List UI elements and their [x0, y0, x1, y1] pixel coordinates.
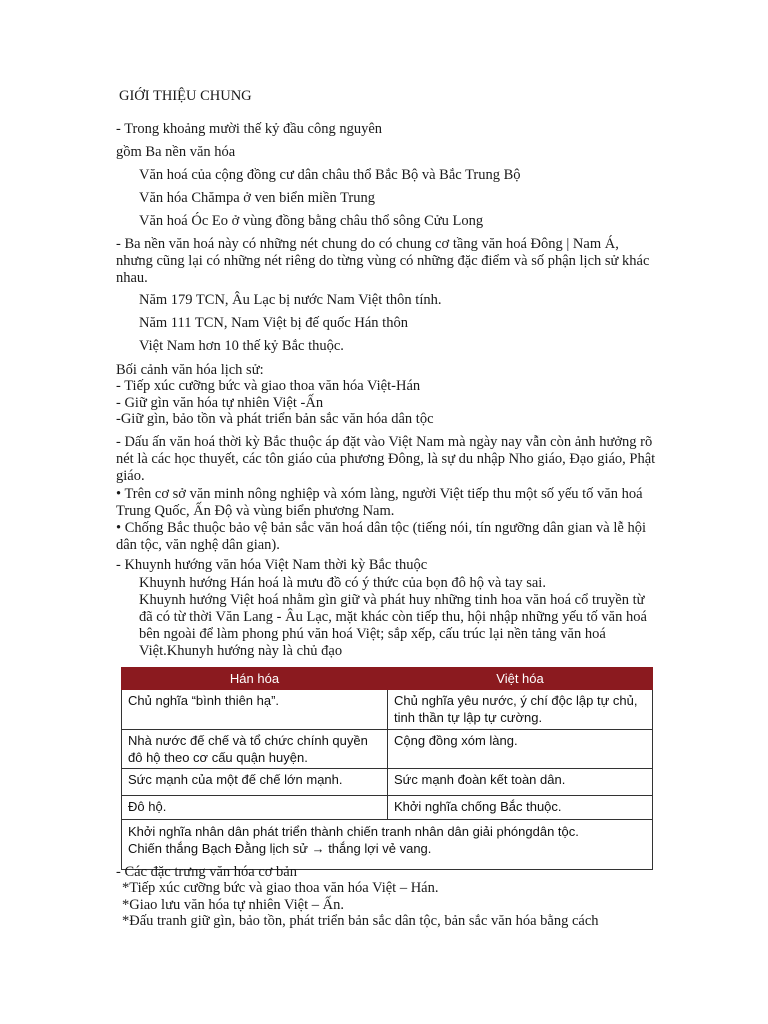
han-trend: Khuynh hướng Hán hoá là mưu đồ có ý thức của bọn đô hộ và tay sai. [139, 575, 546, 591]
feature-item: *Giao lưu văn hóa tự nhiên Việt – Ấn. [122, 897, 344, 913]
table-cell: Chủ nghĩa “bình thiên hạ”. [122, 690, 388, 730]
common-paragraph: - Ba nền văn hoá này có những nét chung do có chung cơ tầng văn hoá Đông | Nam Á, nhưng cũng lại có những nét riêng do từng vùng có những đặc điểm và số phận lịch sử khác nhau. [116, 236, 650, 286]
features-heading: - Các đặc trưng văn hóa cơ bản [116, 864, 297, 880]
culture-item: Văn hóa Chămpa ở ven biển miền Trung [139, 190, 376, 206]
table-row [122, 730, 653, 769]
context-item: - Giữ gìn văn hóa tự nhiên Việt -Ấn [116, 395, 324, 411]
header-han: Hán hóa [122, 668, 388, 690]
header-viet: Việt hóa [388, 668, 653, 690]
page-title: GIỚI THIỆU CHUNG [119, 88, 252, 104]
table-row [122, 690, 653, 730]
table-row [122, 796, 653, 820]
history-item: Năm 179 TCN, Âu Lạc bị nước Nam Việt thôn tính. [139, 292, 442, 308]
context-heading: Bối cảnh văn hóa lịch sử: [116, 362, 264, 378]
imprint-paragraph: - Dấu ấn văn hoá thời kỳ Bắc thuộc áp đặt vào Việt Nam mà ngày nay vẫn còn ảnh hưởng rõ nét là các học thuyết, các tôn giáo của phương Đông, là sự du nhập Nho giáo, Đạo giáo, Phật giáo. [116, 434, 656, 484]
adoption-paragraph: • Trên cơ sở văn minh nông nghiệp và xóm làng, người Việt tiếp thu một số yếu tố văn hoá Trung Quốc, Ấn Độ và vùng biển phương Nam. [116, 486, 643, 519]
context-item: - Tiếp xúc cưỡng bức và giao thoa văn hóa Việt-Hán [116, 378, 421, 394]
table-footer-cell [122, 820, 653, 870]
feature-item: *Tiếp xúc cưỡng bức và giao thoa văn hóa Việt – Hán. [122, 880, 439, 896]
table-cell: Chủ nghĩa yêu nước, ý chí độc lập tự chủ, tinh thần tự lập tự cường. [388, 690, 653, 730]
culture-item: Văn hoá của cộng đồng cư dân châu thổ Bắc Bộ và Bắc Trung Bộ [139, 167, 521, 183]
table-cell: Cộng đồng xóm làng. [388, 730, 653, 769]
table-row [122, 769, 653, 796]
table-cell: Sức mạnh đoàn kết toàn dân. [388, 769, 653, 796]
resistance-paragraph: • Chống Bắc thuộc bảo vệ bản sắc văn hoá dân tộc (tiếng nói, tín ngưỡng dân gian và lễ hội dân tộc, văn nghệ dân gian). [116, 520, 646, 553]
footer-line: Chiến thắng Bạch Đằng lịch sử → thắng lợi vẻ vang. [128, 841, 432, 856]
trend-heading: - Khuynh hướng văn hóa Việt Nam thời kỳ Bắc thuộc [116, 557, 428, 573]
intro-line: gồm Ba nền văn hóa [116, 144, 236, 160]
footer-line: Khởi nghĩa nhân dân phát triển thành chiến tranh nhân dân giải phóngdân tộc. [128, 824, 579, 839]
history-item: Việt Nam hơn 10 thế kỷ Bắc thuộc. [139, 338, 344, 354]
history-item: Năm 111 TCN, Nam Việt bị đế quốc Hán thôn [139, 315, 408, 331]
culture-item: Văn hoá Óc Eo ở vùng đồng bằng châu thổ sông Cửu Long [139, 213, 484, 229]
context-item: -Giữ gìn, bảo tồn và phát triển bản sắc văn hóa dân tộc [116, 411, 434, 427]
table-header-row [122, 668, 653, 690]
table-footer-row [122, 820, 653, 870]
table-cell: Sức mạnh của một đế chế lớn mạnh. [122, 769, 388, 796]
table-cell: Khởi nghĩa chống Bắc thuộc. [388, 796, 653, 820]
viet-trend: Khuynh hướng Việt hoá nhằm gìn giữ và phát huy những tinh hoa văn hoá cổ truyền từ đã có từ thời Văn Lang - Âu Lạc, mặt khác còn tiếp thu, hội nhập những yếu tố văn hoá bên ngoài để làm phong phú văn hoá Việt; sắp xếp, cấu trúc lại nền tảng văn hoá Việt.Khunyh hướng này là chủ đạo [139, 592, 647, 659]
comparison-table [121, 667, 653, 870]
table-cell: Đô hộ. [122, 796, 388, 820]
intro-line: - Trong khoảng mười thế kỷ đầu công nguyên [116, 121, 383, 137]
feature-item: *Đấu tranh giữ gìn, bảo tồn, phát triển bản sắc dân tộc, bản sắc văn hóa bằng cách [122, 913, 599, 929]
table-cell: Nhà nước đế chế và tổ chức chính quyền đô hộ theo cơ cấu quận huyện. [122, 730, 388, 769]
